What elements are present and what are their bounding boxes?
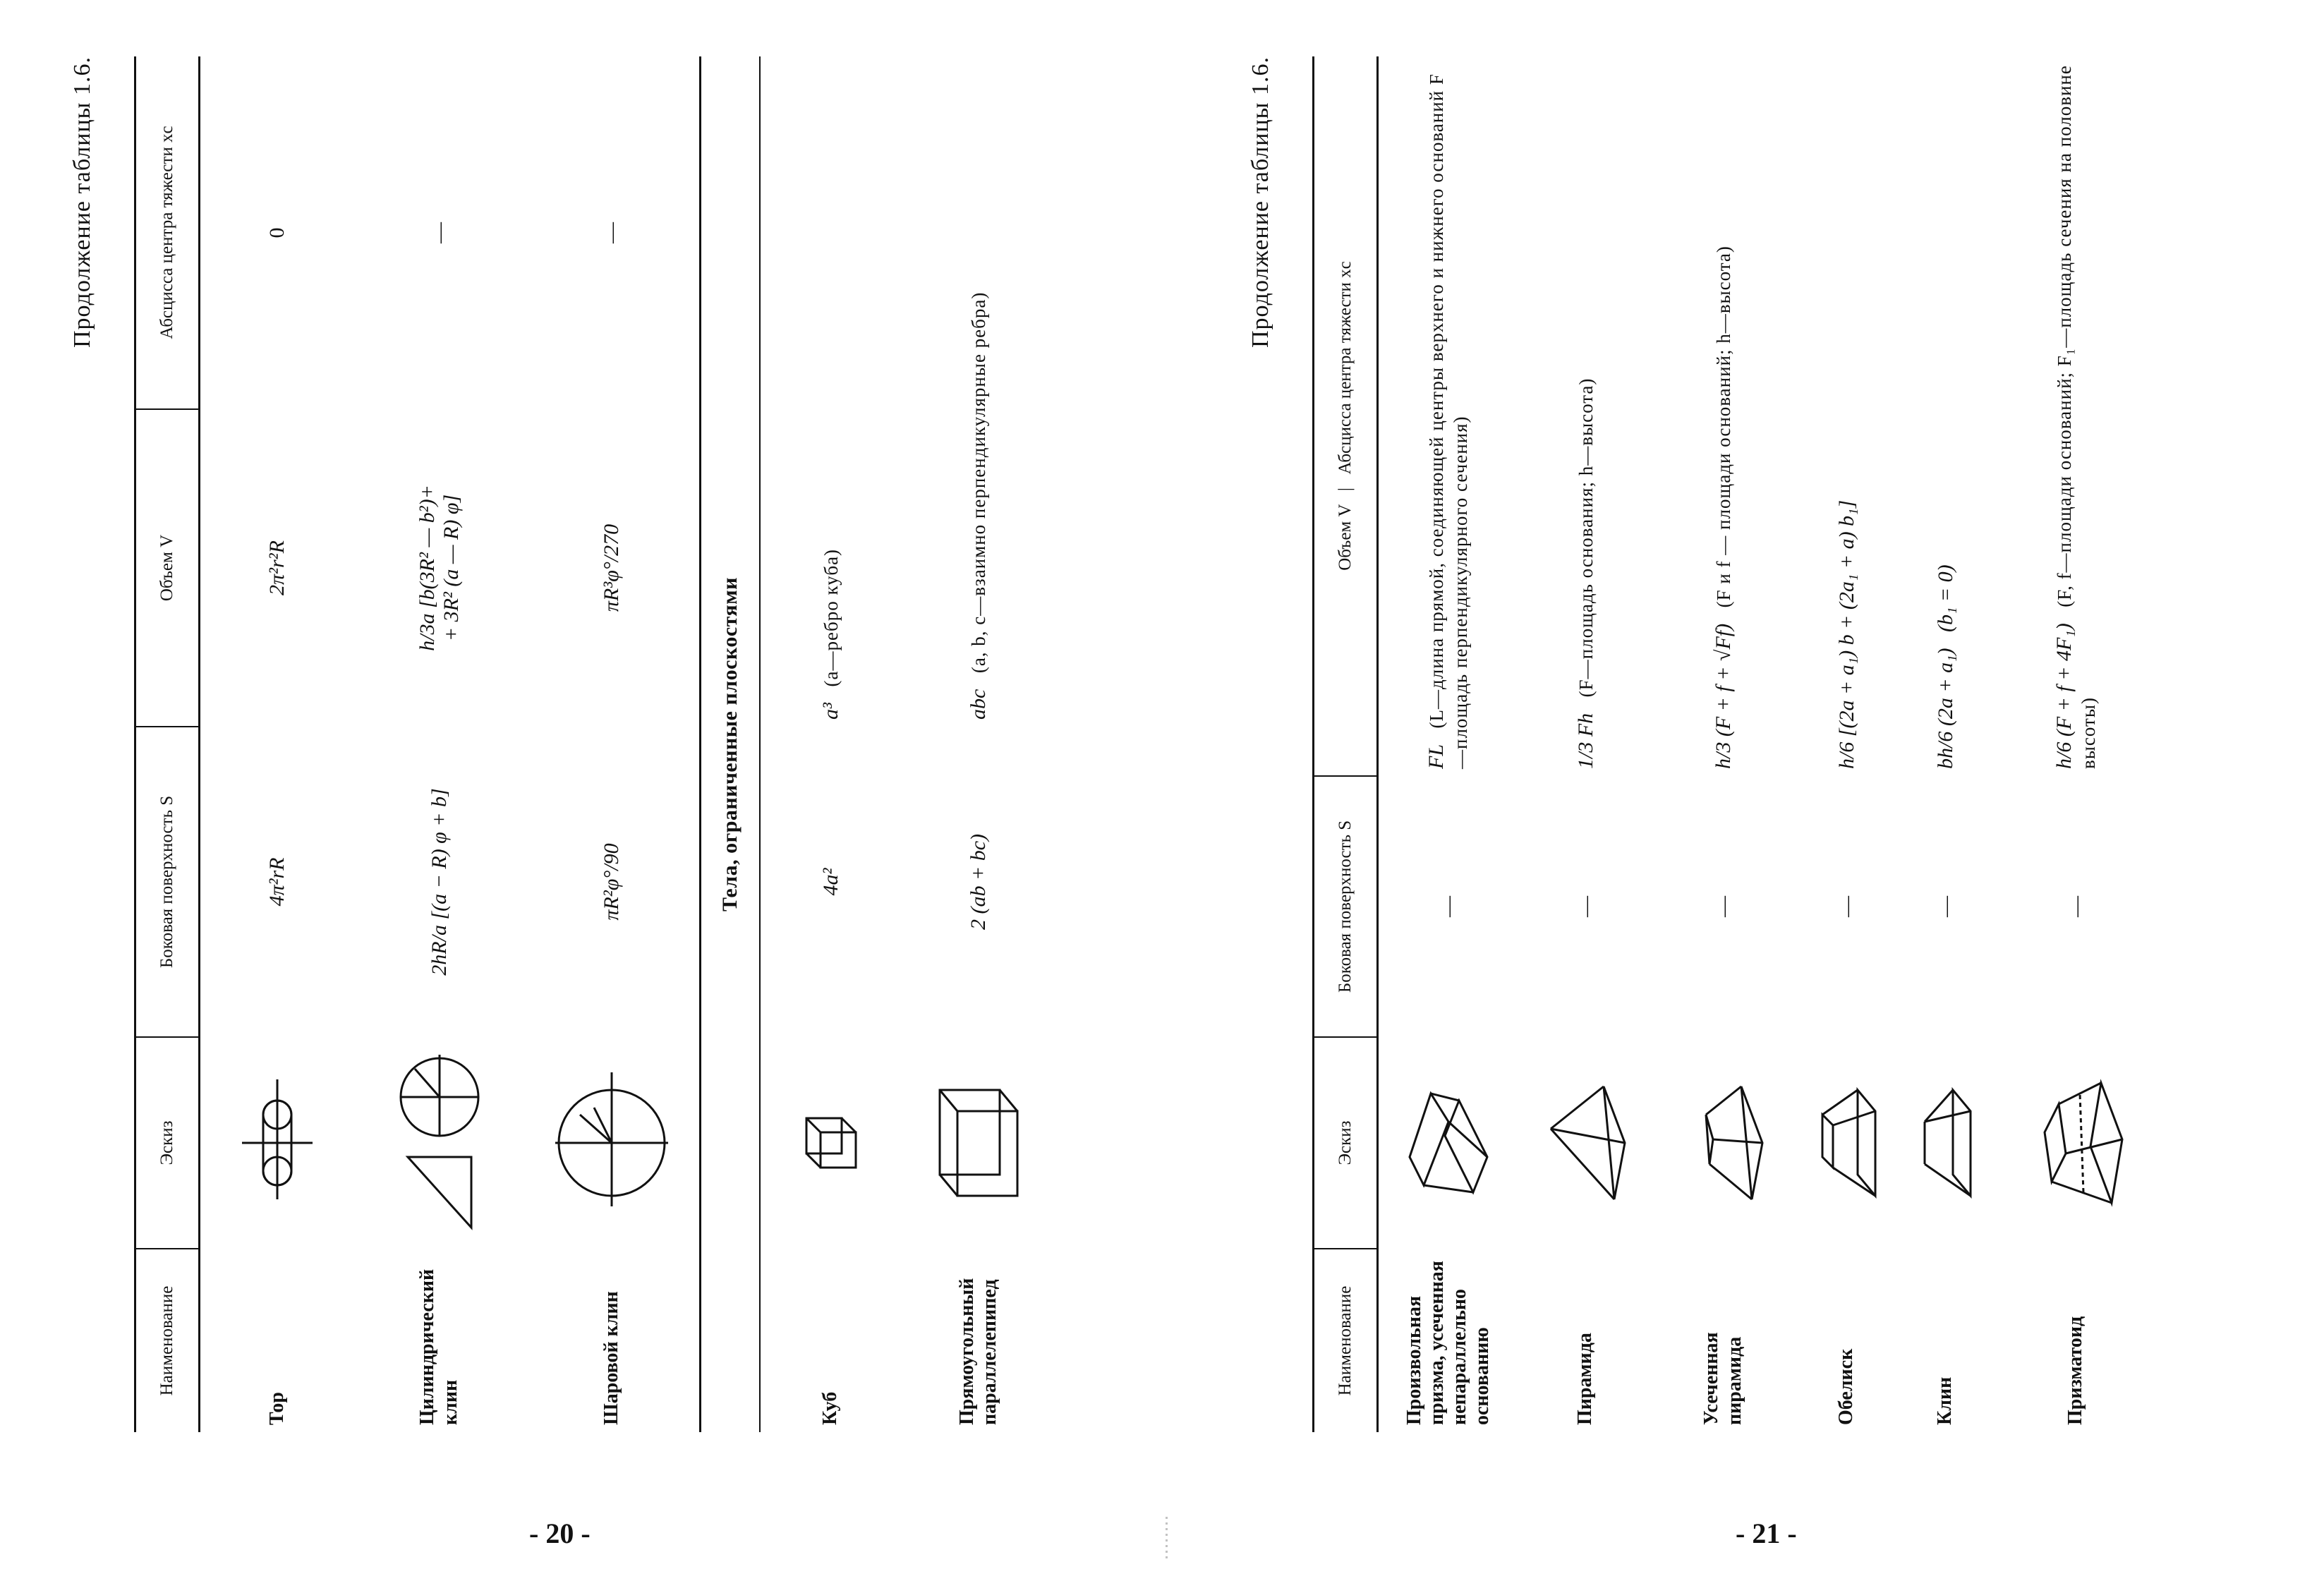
table-row (200, 56, 355, 1432)
volume-note: (L—длина прямой, соединяющей центры верхнего и нижнего оснований F—площадь перпендикулярного сечения) (1426, 73, 1472, 769)
volume-value (1378, 56, 1519, 776)
header-sketch: Эскиз (135, 1037, 200, 1249)
table-row (1519, 56, 1653, 1432)
surface-value: — (2064, 896, 2088, 917)
surface-value: πR²φ°/90 (599, 843, 623, 921)
volume-value: 2π²r²R (265, 540, 289, 596)
parallelepiped-sketch-icon (901, 1037, 1056, 1249)
volume-formula: h/6 [(2a + a₁) b + (2a₁ + a) b₁] (1834, 499, 1858, 769)
row-name: Клин (1934, 1376, 1956, 1425)
volume-value: πR³φ°/270 (599, 523, 623, 612)
volume-line-1: h/3a [b(3R² — b²)+ (415, 485, 439, 651)
row-name: Тор (266, 1392, 289, 1425)
header-centroid: Абсцисса центра тяжести xc (135, 56, 200, 409)
surface-value: 2 (ab + bc) (967, 833, 990, 931)
row-name: Цилиндрический клин (416, 1268, 461, 1425)
truncated-pyramid-sketch-icon (1653, 1037, 1794, 1249)
table-row (1794, 56, 1900, 1432)
centroid-value: — (427, 222, 451, 243)
table-row (1378, 56, 1519, 1432)
formula-table (134, 56, 1056, 1432)
cube-sketch-icon (760, 1037, 901, 1249)
header-volume: Объем V (1336, 504, 1355, 571)
volume-formula: 1/3 Fh (1573, 713, 1597, 769)
volume-formula: h/6 (F + f + 4F₁) (2052, 623, 2076, 769)
row-name: Пирамида (1574, 1333, 1597, 1425)
header-name: Наименование (135, 1249, 200, 1432)
centroid-value: — (599, 222, 623, 243)
table-row (524, 56, 701, 1432)
section-title: Тела, ограниченные плоскостями (701, 56, 761, 1432)
header-volume-centroid: Объем V | Абсцисса центра тяжести xc (1314, 56, 1378, 776)
volume-value (1653, 56, 1794, 776)
table-row (355, 56, 524, 1432)
row-name: Призматоид (2064, 1316, 2087, 1425)
volume-value (1519, 56, 1653, 776)
row-name: Куб (819, 1391, 842, 1425)
header-volume: Объем V (135, 409, 200, 727)
row-name: Обелиск (1835, 1348, 1858, 1425)
header-centroid: Абсцисса центра тяжести xc (1336, 261, 1355, 475)
section-row (701, 56, 761, 1432)
continuation-title: Продолжение таблицы 1.6. (1247, 56, 1273, 349)
surface-value: 2hR/a [(a − R) φ + b] (427, 788, 451, 976)
table-row (760, 56, 901, 1432)
volume-formula: h/3 (F + f + √Ff) (1711, 623, 1735, 769)
page-20 (69, 56, 1249, 1432)
volume-formula: abc (967, 689, 990, 720)
spherical-wedge-sketch-icon (524, 1037, 701, 1249)
obelisk-sketch-icon (1794, 1037, 1900, 1249)
row-name: Усеченная пирамида (1700, 1332, 1745, 1425)
surface-value: — (1573, 896, 1597, 917)
volume-value (1900, 56, 1992, 776)
volume-note: (F—площадь основания; h—высота) (1575, 377, 1597, 698)
volume-note: (a—ребро куба) (820, 548, 842, 687)
wedge-sketch-icon (1900, 1037, 1992, 1249)
surface-value: — (1711, 896, 1735, 917)
header-sketch: Эскиз (1314, 1037, 1378, 1249)
surface-value: 4π²rR (265, 857, 289, 907)
table-row (1653, 56, 1794, 1432)
pyramid-sketch-icon (1519, 1037, 1653, 1249)
cylindrical-wedge-sketch-icon (355, 1037, 524, 1249)
volume-formula: FL (1424, 744, 1448, 769)
surface-value: 4a² (818, 868, 842, 896)
scan-artifact (1166, 1517, 1168, 1559)
volume-value (1794, 56, 1900, 776)
surface-value: — (1933, 896, 1957, 917)
continuation-title: Продолжение таблицы 1.6. (69, 56, 95, 349)
torus-sketch-icon (200, 1037, 355, 1249)
table-row (1900, 56, 1992, 1432)
volume-note: (a, b, c—взаимно перпендикулярные ребра) (968, 291, 989, 674)
table-row (1992, 56, 2161, 1432)
surface-value: — (1834, 896, 1858, 917)
centroid-value: 0 (265, 227, 289, 238)
formula-table (1312, 56, 2161, 1432)
volume-value (1992, 56, 2161, 776)
header-surface: Боковая поверхность S (135, 727, 200, 1037)
page-21 (1247, 56, 2300, 1432)
volume-note: (b₁ = 0) (1933, 564, 1957, 632)
volume-line-2: + 3R² (a — R) φ] (439, 494, 463, 642)
table-row (901, 56, 1056, 1432)
volume-formula: bh/6 (2a + a₁) (1933, 648, 1957, 769)
row-name: Прямоугольный параллелепипед (955, 1278, 1000, 1425)
truncated-prism-sketch-icon (1378, 1037, 1519, 1249)
row-name: Произвольная призма, усеченная непараллельно основанию (1403, 1261, 1494, 1425)
row-name: Шаровой клин (600, 1291, 622, 1425)
prismatoid-sketch-icon (1992, 1037, 2161, 1249)
volume-value (901, 56, 1056, 727)
page-number: - 20 - (529, 1517, 591, 1549)
header-surface: Боковая поверхность S (1314, 776, 1378, 1037)
volume-value (355, 409, 524, 727)
page-number: - 21 - (1736, 1517, 1797, 1549)
surface-value: — (1436, 896, 1460, 917)
header-name: Наименование (1314, 1249, 1378, 1432)
volume-note: (F и f — площади оснований; h—высота) (1712, 246, 1734, 608)
volume-formula: a³ (818, 703, 842, 720)
volume-value (760, 56, 901, 727)
volume-note: (F, f—площади оснований; F₁—площадь сечения на половине высоты) (2053, 65, 2099, 769)
